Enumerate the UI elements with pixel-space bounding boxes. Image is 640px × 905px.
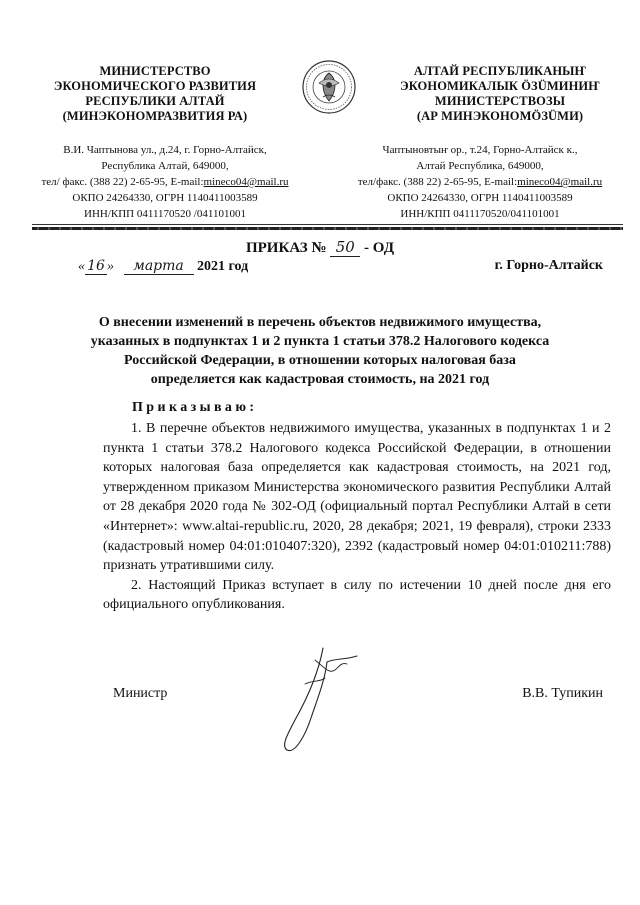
- right-org-line: (АР МИНЭКОНОМÖЗÜМИ): [416, 109, 584, 123]
- header-divider: [32, 224, 623, 225]
- handwritten-signature-icon: [265, 640, 375, 760]
- date-month: марта: [124, 258, 194, 275]
- address-line: ОКПО 24264330, ОГРН 1140411003589: [387, 192, 573, 204]
- left-org-line: ЭКОНОМИЧЕСКОГО РАЗВИТИЯ: [53, 79, 257, 93]
- subject-line: О внесении изменений в перечень объектов недвижимого имущества,: [98, 315, 542, 330]
- subject-line: указанных в подпунктах 1 и 2 пункта 1 статьи 378.2 Налогового кодекса: [90, 334, 550, 349]
- email-link[interactable]: mineco04@mail.ru: [517, 176, 603, 188]
- signer-name: В.В. Тупикин: [522, 686, 603, 701]
- order-subject: [90, 313, 550, 389]
- address-line: ИНН/КПП 0411170520 /041101001: [84, 208, 246, 220]
- address-line: [35, 174, 295, 190]
- email-link[interactable]: mineco04@mail.ru: [203, 176, 289, 188]
- address-line: Чаптыновтыҥ ор., т.24, Горно-Алтайск к.,: [382, 144, 578, 156]
- body-paragraph-2: 2. Настоящий Приказ вступает в силу по истечении 10 дней после дня его официального опубликования.: [103, 577, 611, 613]
- order-number: 50: [330, 238, 360, 257]
- right-org-line: МИНИСТЕРСТВОЗЫ: [434, 94, 566, 108]
- date-quote-open: «: [78, 259, 85, 274]
- address-line: В.И. Чаптынова ул., д.24, г. Горно-Алтайск,: [63, 144, 267, 156]
- order-directive-heading: Приказываю:: [132, 400, 258, 415]
- order-date: [78, 258, 248, 275]
- order-title-prefix: ПРИКАЗ №: [245, 240, 327, 256]
- date-day: 16: [85, 258, 107, 275]
- address-line: [335, 174, 625, 190]
- left-org-line: (МИНЭКОНОМРАЗВИТИЯ РА): [62, 109, 248, 123]
- order-city: г. Горно-Алтайск: [494, 258, 603, 273]
- order-body: [103, 419, 611, 615]
- signer-position: Министр: [113, 686, 168, 701]
- address-line: ОКПО 24264330, ОГРН 1140411003589: [72, 192, 258, 204]
- left-org-line: МИНИСТЕРСТВО: [99, 64, 211, 78]
- coat-of-arms-emblem-icon: [301, 57, 357, 117]
- date-year: 2021 год: [197, 259, 249, 274]
- address-line: Республика Алтай, 649000,: [101, 160, 229, 172]
- date-quote-close: »: [107, 259, 114, 274]
- right-org-name: [385, 64, 615, 124]
- body-paragraph-1: 1. В перечне объектов недвижимого имущества, указанных в подпунктах 1 и 2 пункта 1 статьи 378.2 Налогового кодекса Российской Федерации, в отношении которых налоговая база определяется как кадастровая стоимость, на 2021 год, утвержденном приказом Министерства экономического развития Республики Алтай от 28 декабря 2020 года № 302-ОД (официальный портал Республики Алтай в сети «Интернет»: www.altai-republic.ru, 2020, 28 декабря; 2021, 19 февраля), строки 2333 (кадастровый номер 04:01:010407:320), 2392 (кадастровый номер 04:01:010211:788) признать утратившими силу.: [103, 421, 611, 574]
- subject-line: определяется как кадастровая стоимость, на 2021 год: [150, 372, 490, 387]
- phone-fax-text: тел/ факс. (388 22) 2-65-95, E-mail:: [41, 176, 204, 188]
- left-org-name: [40, 64, 270, 124]
- left-address-block: [35, 142, 295, 222]
- header-divider-thick: [32, 227, 623, 230]
- address-line: Алтай Республика, 649000,: [416, 160, 544, 172]
- phone-fax-text: тел/факс. (388 22) 2-65-95, E-mail:: [357, 176, 518, 188]
- address-line: ИНН/КПП 0411170520/041101001: [400, 208, 560, 220]
- left-org-line: РЕСПУБЛИКИ АЛТАЙ: [85, 94, 225, 108]
- right-org-line: АЛТАЙ РЕСПУБЛИКАНЫҤ: [413, 64, 587, 78]
- subject-line: Российской Федерации, в отношении которых налоговая база: [124, 353, 516, 368]
- right-org-line: ЭКОНОМИКАЛЫК ÖЗÜМИНИҤ: [400, 79, 600, 93]
- order-title-suffix: - ОД: [364, 240, 395, 256]
- order-title: [0, 238, 640, 257]
- right-address-block: [335, 142, 625, 222]
